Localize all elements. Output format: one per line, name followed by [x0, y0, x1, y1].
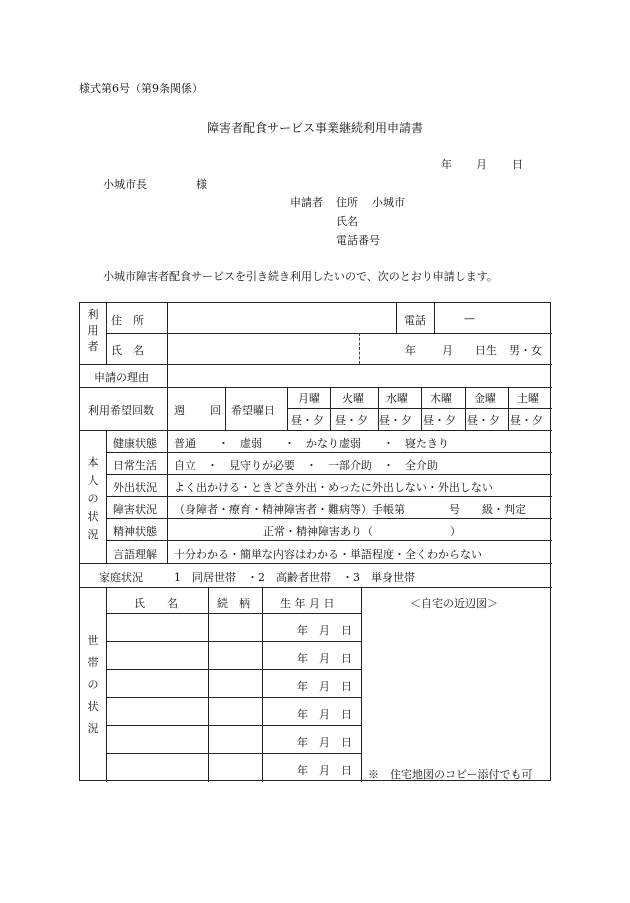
- form-number: 様式第6号（第9条関係）: [79, 82, 203, 95]
- birth-month-label: 月: [442, 344, 453, 357]
- applicant-name-label: 氏名: [336, 215, 358, 228]
- language-options[interactable]: 十分わかる・簡単な内容はわかる・単語程度・全くわからない: [174, 548, 482, 561]
- birth-day-label: 日生: [475, 344, 497, 357]
- meal-option-sat[interactable]: 昼・夕: [510, 414, 543, 427]
- applicant-label: 申請者: [290, 196, 323, 209]
- household-birth-row: 年 月 日: [297, 652, 352, 665]
- desired-frequency-label: 利用希望回数: [88, 404, 154, 417]
- map-area[interactable]: [367, 615, 547, 755]
- household-section-label: 世 帯 の 状 況: [87, 634, 99, 735]
- meal-option-thu[interactable]: 昼・夕: [423, 414, 456, 427]
- outing-label: 外出状況: [113, 481, 157, 494]
- household-birth-row: 年 月 日: [297, 736, 352, 749]
- day-mon: 月曜: [298, 392, 320, 405]
- meal-option-mon[interactable]: 昼・夕: [291, 414, 324, 427]
- application-statement: 小城市障害者配食サービスを引き続き利用したいので、次のとおり申請します。: [103, 270, 498, 283]
- daily-life-options[interactable]: 自立 ・ 見守りが必要 ・ 一部介助 ・ 全介助: [174, 459, 438, 472]
- household-birth-row: 年 月 日: [297, 624, 352, 637]
- user-phone-label: 電話: [404, 314, 426, 327]
- addressee-name: 小城市長: [103, 178, 147, 191]
- household-birth-row: 年 月 日: [297, 708, 352, 721]
- day-sat: 土曜: [517, 392, 539, 405]
- map-header: ＜自宅の近辺図＞: [410, 597, 498, 610]
- mental-options[interactable]: 正常・精神障害あり（ ）: [263, 525, 461, 538]
- day-wed: 水曜: [386, 392, 408, 405]
- meal-option-fri[interactable]: 昼・夕: [467, 414, 500, 427]
- day-fri: 金曜: [474, 392, 496, 405]
- date-year-label: 年: [441, 158, 452, 171]
- page-title: 障害者配食サービス事業継続利用申請書: [207, 121, 424, 135]
- addressee-honorific: 様: [196, 178, 207, 191]
- sex-options[interactable]: 男・女: [509, 344, 542, 357]
- health-label: 健康状態: [113, 437, 157, 450]
- household-birth-row: 年 月 日: [297, 680, 352, 693]
- household-birth-header: 生 年 月 日: [280, 597, 335, 610]
- outing-options[interactable]: よく出かける・ときどき外出・めったに外出しない・外出しない: [174, 481, 493, 494]
- date-day-label: 日: [512, 158, 523, 171]
- household-name-header: 氏 名: [134, 597, 178, 610]
- user-name-label: 氏 名: [111, 344, 144, 357]
- day-tue: 火曜: [342, 392, 364, 405]
- health-options[interactable]: 普通 ・ 虚弱 ・ かなり虚弱 ・ 寝たきり: [174, 437, 449, 450]
- daily-life-label: 日常生活: [113, 459, 157, 472]
- mental-label: 精神状態: [113, 525, 157, 538]
- household-birth-row: 年 月 日: [297, 764, 352, 777]
- applicant-address-city: 小城市: [372, 196, 405, 209]
- disability-label: 障害状況: [113, 503, 157, 516]
- disability-options[interactable]: （身障者・療育・精神障害者・難病等）手帳第 号 級・判定: [174, 503, 526, 516]
- weekly-label: 週: [174, 404, 185, 417]
- date-month-label: 月: [476, 158, 487, 171]
- user-address-field[interactable]: [175, 308, 391, 328]
- reason-field[interactable]: [175, 367, 545, 384]
- desired-days-label: 希望曜日: [231, 404, 275, 417]
- weekly-unit: 回: [210, 404, 221, 417]
- meal-option-wed[interactable]: 昼・夕: [379, 414, 412, 427]
- birth-year-label: 年: [405, 344, 416, 357]
- user-name-field[interactable]: [175, 338, 355, 358]
- application-form-table: [79, 302, 551, 781]
- reason-label: 申請の理由: [94, 371, 149, 384]
- language-label: 言語理解: [113, 548, 157, 561]
- user-section-label: 利 用 者: [87, 308, 99, 353]
- applicant-address-label: 住所: [336, 196, 358, 209]
- household-status-options[interactable]: 1 同居世帯 ・2 高齢者世帯 ・3 単身世帯: [174, 571, 415, 584]
- household-status-label: 家庭状況: [99, 571, 143, 584]
- personal-section-label: 本 人 の 状 況: [87, 456, 99, 541]
- map-note: ※ 住宅地図のコピー添付でも可: [368, 768, 533, 781]
- applicant-phone-label: 電話番号: [336, 234, 380, 247]
- user-phone-field[interactable]: —: [464, 312, 475, 325]
- user-address-label: 住 所: [111, 314, 144, 327]
- day-thu: 木曜: [430, 392, 452, 405]
- household-relation-header: 続 柄: [217, 597, 250, 610]
- meal-option-tue[interactable]: 昼・夕: [335, 414, 368, 427]
